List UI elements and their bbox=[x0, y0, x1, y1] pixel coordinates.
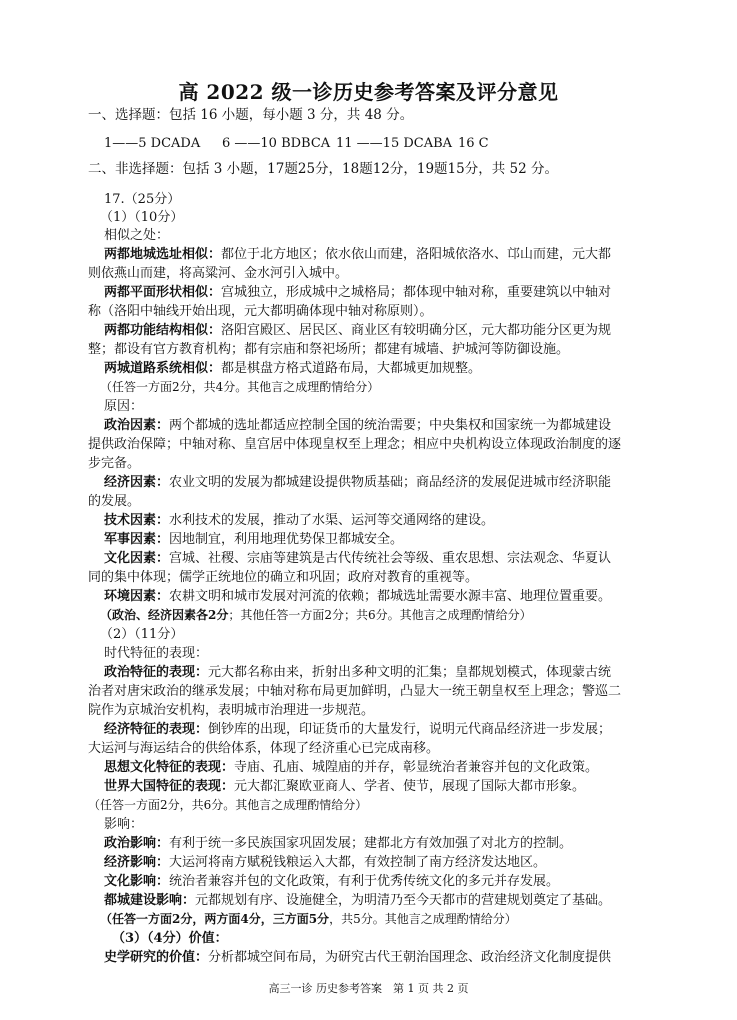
causes-note-bold: （政治、经济因素各2分 bbox=[100, 608, 229, 622]
causes-scoring-note bbox=[100, 606, 650, 625]
cause-environment-label: 环境因素： bbox=[104, 589, 170, 604]
mc-answer-6-10: 6 ——10 BDBCA bbox=[222, 136, 331, 151]
similarity-2-cont: 称（洛阳中轴线开始出现，元大都明确体现中轴对称原则）。 bbox=[88, 304, 433, 319]
value-label: 史学研究的价值： bbox=[104, 950, 209, 965]
era-features-heading: 时代特征的表现： bbox=[104, 646, 209, 661]
section2-heading: 二、非选择题：包括 3 小题，17题25分，18题12分，19题15分，共 52 分。 bbox=[88, 161, 559, 177]
causes-note-rest: ；其他任答一方面2分；共6分。其他言之成理酌情给分） bbox=[228, 608, 532, 622]
cause-military-text: 因地制宜，利用地理优势保卫都城安全。 bbox=[169, 532, 404, 547]
similarity-4-text: 都是棋盘方格式道路布局，大都城更加规整。 bbox=[221, 361, 482, 376]
cause-technical bbox=[104, 511, 650, 530]
influence-heading: 影响： bbox=[104, 817, 144, 832]
similarities-scoring-note: （任答一方面2分，共4分。其他言之成理酌情给分） bbox=[100, 380, 380, 394]
similarity-1-cont: 则依燕山而建，将高粱河、金水河引入城中。 bbox=[88, 266, 349, 281]
cause-political-cont-1: 提供政治保障；中轴对称、皇宫居中体现皇权至上理念；相应中央机构设立体现政治制度的逐 bbox=[88, 437, 622, 452]
influence-note-bold: （任答一方面2分，两方面4分，三方面5分 bbox=[100, 912, 330, 926]
influence-construction-label: 都城建设影响： bbox=[104, 893, 196, 908]
era-political-cont-2: 院作为京城治安机构，表明城市治理进一步规范。 bbox=[88, 703, 375, 718]
cause-military-label: 军事因素： bbox=[104, 532, 170, 547]
mc-answers bbox=[104, 134, 650, 153]
similarity-4-label: 两城道路系统相似： bbox=[104, 361, 222, 376]
similarity-1 bbox=[104, 245, 650, 264]
similarity-2-text: 宫城独立，形成城中之城格局；都体现中轴对称，重要建筑以中轴对 bbox=[221, 285, 612, 300]
cause-political-cont-2: 步完备。 bbox=[88, 456, 141, 471]
influence-note-rest: ，共5分。其他言之成理酌情给分） bbox=[329, 912, 517, 926]
mc-answer-11-15: 11 ——15 DCABA bbox=[336, 136, 453, 151]
influence-construction-text: 元都规划有序、设施健全，为明清乃至今天都市的营建规划奠定了基础。 bbox=[195, 893, 612, 908]
mc-answer-1-5: 1——5 DCADA bbox=[104, 136, 201, 151]
cause-economic-text: 农业文明的发展为都城建设提供物质基础；商品经济的发展促进城市经济职能 bbox=[169, 475, 612, 490]
cause-technical-label: 技术因素： bbox=[104, 513, 170, 528]
cause-economic-label: 经济因素： bbox=[104, 475, 170, 490]
influence-economic bbox=[104, 853, 650, 872]
influence-cultural-label: 文化影响： bbox=[104, 874, 170, 889]
era-world bbox=[104, 777, 650, 796]
q17-part2-heading: （2）（11分） bbox=[100, 627, 184, 642]
era-cultural-text: 寺庙、孔庙、城隍庙的并存，彰显统治者兼容并包的文化政策。 bbox=[234, 760, 599, 775]
era-cultural-label: 思想文化特征的表现： bbox=[104, 760, 235, 775]
cause-political-label: 政治因素： bbox=[104, 418, 170, 433]
era-economic bbox=[104, 720, 650, 739]
cause-economic-cont: 的发展。 bbox=[88, 494, 141, 509]
similarity-3-text: 洛阳宫殿区、居民区、商业区有较明确分区，元大都功能分区更为规 bbox=[221, 323, 612, 338]
section1-heading: 一、选择题：包括 16 小题，每小题 3 分，共 48 分。 bbox=[88, 107, 414, 123]
era-economic-cont: 大运河与海运结合的供给体系，体现了经济重心已完成南移。 bbox=[88, 741, 440, 756]
q17-part1-heading: （1）（10分） bbox=[100, 210, 184, 225]
cause-political-text: 两个都城的选址都适应控制全国的统治需要；中央集权和国家统一为都城建设 bbox=[169, 418, 612, 433]
similarities-heading: 相似之处： bbox=[104, 228, 170, 243]
mc-answer-16: 16 C bbox=[458, 136, 489, 151]
value-historical-research bbox=[104, 948, 650, 967]
influence-political-text: 有利于统一多民族国家巩固发展；建都北方有效加强了对北方的控制。 bbox=[169, 836, 573, 851]
cause-cultural-cont: 同的集中体现；儒学正统地位的确立和巩固；政府对教育的重视等。 bbox=[88, 570, 479, 585]
cause-technical-text: 水利技术的发展，推动了水渠、运河等交通网络的建设。 bbox=[169, 513, 495, 528]
causes-heading: 原因： bbox=[104, 399, 144, 414]
similarity-2-label: 两都平面形状相似： bbox=[104, 285, 222, 300]
era-cultural bbox=[104, 758, 650, 777]
cause-economic bbox=[104, 473, 650, 492]
era-political-cont-1: 治者对唐宋政治的继承发展；中轴对称布局更加鲜明，凸显大一统王朝皇权至上理念；警巡二 bbox=[88, 684, 622, 699]
similarity-3 bbox=[104, 321, 650, 340]
era-world-label: 世界大国特征的表现： bbox=[104, 779, 235, 794]
influence-economic-label: 经济影响： bbox=[104, 855, 170, 870]
era-political-text: 元大都名称由来，折射出多种文明的汇集；皇都规划模式，体现蒙古统 bbox=[208, 665, 612, 680]
value-text: 分析都城空间布局，为研究古代王朝治国理念、政治经济文化制度提供 bbox=[208, 950, 612, 965]
era-economic-label: 经济特征的表现： bbox=[104, 722, 209, 737]
influence-scoring-note bbox=[100, 910, 650, 929]
similarity-3-cont: 整；都设有官方教育机构；都有宗庙和祭祀场所；都建有城墙、护城河等防御设施。 bbox=[88, 342, 570, 357]
influence-political-label: 政治影响： bbox=[104, 836, 170, 851]
cause-cultural bbox=[104, 549, 650, 568]
cause-environment bbox=[104, 587, 650, 606]
era-political bbox=[104, 663, 650, 682]
q17-heading: 17.（25分） bbox=[104, 192, 181, 207]
era-economic-text: 倒钞库的出现，印证货币的大量发行，说明元代商品经济进一步发展； bbox=[208, 722, 612, 737]
page-footer: 高三一诊 历史参考答案 第 1 页 共 2 页 bbox=[268, 982, 469, 995]
similarity-1-label: 两都地城选址相似： bbox=[104, 247, 222, 262]
cause-environment-text: 农耕文明和城市发展对河流的依赖；都城选址需要水源丰富、地理位置重要。 bbox=[169, 589, 612, 604]
era-political-label: 政治特征的表现： bbox=[104, 665, 209, 680]
era-scoring-note: （任答一方面2分，共6分。其他言之成理酌情给分） bbox=[88, 798, 368, 812]
influence-political bbox=[104, 834, 650, 853]
similarity-4 bbox=[104, 359, 650, 378]
cause-political bbox=[104, 416, 650, 435]
similarity-3-label: 两都功能结构相似： bbox=[104, 323, 222, 338]
influence-cultural bbox=[104, 872, 650, 891]
cause-military bbox=[104, 530, 650, 549]
cause-cultural-text: 宫城、社稷、宗庙等建筑是古代传统社会等级、重农思想、宗法观念、华夏认 bbox=[169, 551, 612, 566]
page-title: 高 2022 级一诊历史参考答案及评分意见 bbox=[178, 80, 559, 104]
q17-part3-heading: （3）（4分）价值： bbox=[112, 931, 228, 946]
influence-cultural-text: 统治者兼容并包的文化政策，有利于优秀传统文化的多元并存发展。 bbox=[169, 874, 560, 889]
influence-construction bbox=[104, 891, 650, 910]
similarity-2 bbox=[104, 283, 650, 302]
cause-cultural-label: 文化因素： bbox=[104, 551, 170, 566]
similarity-1-text: 都位于北方地区；依水依山而建，洛阳城依洛水、邙山而建，元大都 bbox=[221, 247, 612, 262]
influence-economic-text: 大运河将南方赋税钱粮运入大都，有效控制了南方经济发达地区。 bbox=[169, 855, 547, 870]
era-world-text: 元大都汇聚欧亚商人、学者、使节，展现了国际大都市形象。 bbox=[234, 779, 586, 794]
